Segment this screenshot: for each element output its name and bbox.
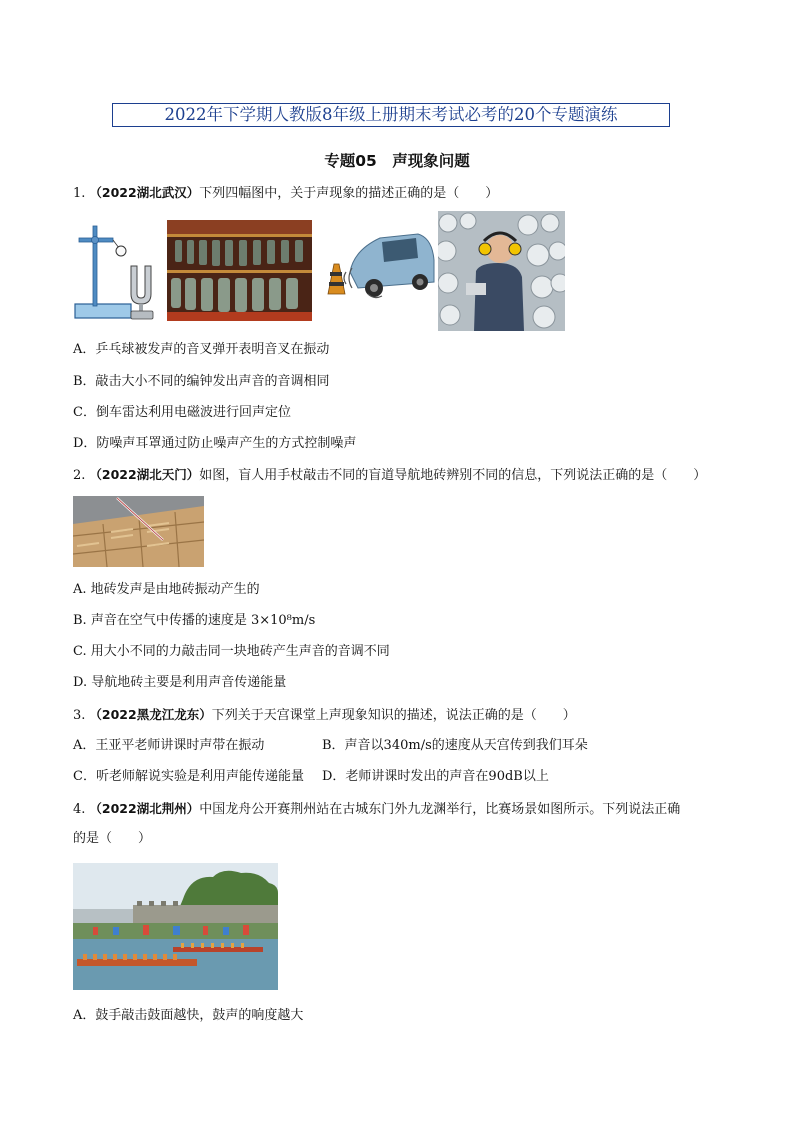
document-title: 2022年下学期人教版8年级上册期末考试必考的20个专题演练 — [112, 103, 670, 127]
question-number: 3. — [73, 708, 86, 723]
question-text: 中国龙舟公开赛荆州站在古城东门外九龙渊举行，比赛场景如图所示。下列说法正确 — [199, 802, 681, 817]
question-1-option-a: A．乒乓球被发声的音叉弹开表明音叉在振动 — [73, 342, 330, 357]
earmuff-worker-photo — [438, 211, 565, 331]
tactile-paving-photo — [73, 496, 204, 567]
question-2-option-d: D. 导航地砖主要是利用声音传递能量 — [73, 675, 287, 690]
question-2-option-c: C. 用大小不同的力敲击同一块地砖产生声音的音调不同 — [73, 644, 390, 659]
question-text: 下列四幅图中，关于声现象的描述正确的是（ ） — [199, 186, 499, 201]
reversing-radar-car — [314, 224, 436, 304]
dragon-boat-race-photo — [73, 863, 278, 990]
question-text: 如图，盲人用手杖敲击不同的盲道导航地砖辨别不同的信息，下列说法正确的是（ ） — [199, 468, 707, 483]
question-source: （2022黑龙江龙东） — [89, 707, 212, 722]
question-number: 4. — [73, 802, 86, 817]
question-3-option-d: D．老师讲课时发出的声音在90dB以上 — [322, 769, 549, 784]
question-3-option-c: C．听老师解说实验是利用声能传递能量 — [73, 769, 304, 784]
question-2-option-b: B. 声音在空气中传播的速度是 3×10⁸m/s — [73, 613, 316, 628]
question-text: 下列关于天宫课堂上声现象知识的描述，说法正确的是（ ） — [211, 708, 576, 723]
question-source: （2022湖北天门） — [89, 467, 200, 482]
question-number: 2. — [73, 468, 86, 483]
question-3-option-b: B．声音以340m/s的速度从天宫传到我们耳朵 — [322, 738, 588, 753]
question-4-option-a: A．鼓手敲击鼓面越快，鼓声的响度越大 — [73, 1008, 304, 1023]
question-1-stem — [73, 184, 498, 203]
question-number: 1. — [73, 186, 86, 201]
question-2-stem — [73, 466, 706, 485]
question-1-option-b: B．敲击大小不同的编钟发出声音的音调相同 — [73, 374, 330, 389]
question-2-option-a: A. 地砖发声是由地砖振动产生的 — [73, 582, 260, 597]
question-4-stem-continued: 的是（ ） — [73, 831, 152, 846]
question-1-option-c: C．倒车雷达利用电磁波进行回声定位 — [73, 405, 291, 420]
question-source: （2022湖北武汉） — [89, 185, 200, 200]
question-3-option-a: A．王亚平老师讲课时声带在振动 — [73, 738, 265, 753]
question-4-stem — [73, 800, 680, 819]
topic-subtitle: 专题05 声现象问题 — [324, 152, 470, 170]
question-source: （2022湖北荆州） — [89, 801, 200, 816]
chime-bells-photo — [167, 220, 312, 321]
tuning-fork-figure — [73, 216, 163, 324]
question-1-option-d: D．防噪声耳罩通过防止噪声产生的方式控制噪声 — [73, 436, 357, 451]
question-3-stem — [73, 706, 576, 725]
